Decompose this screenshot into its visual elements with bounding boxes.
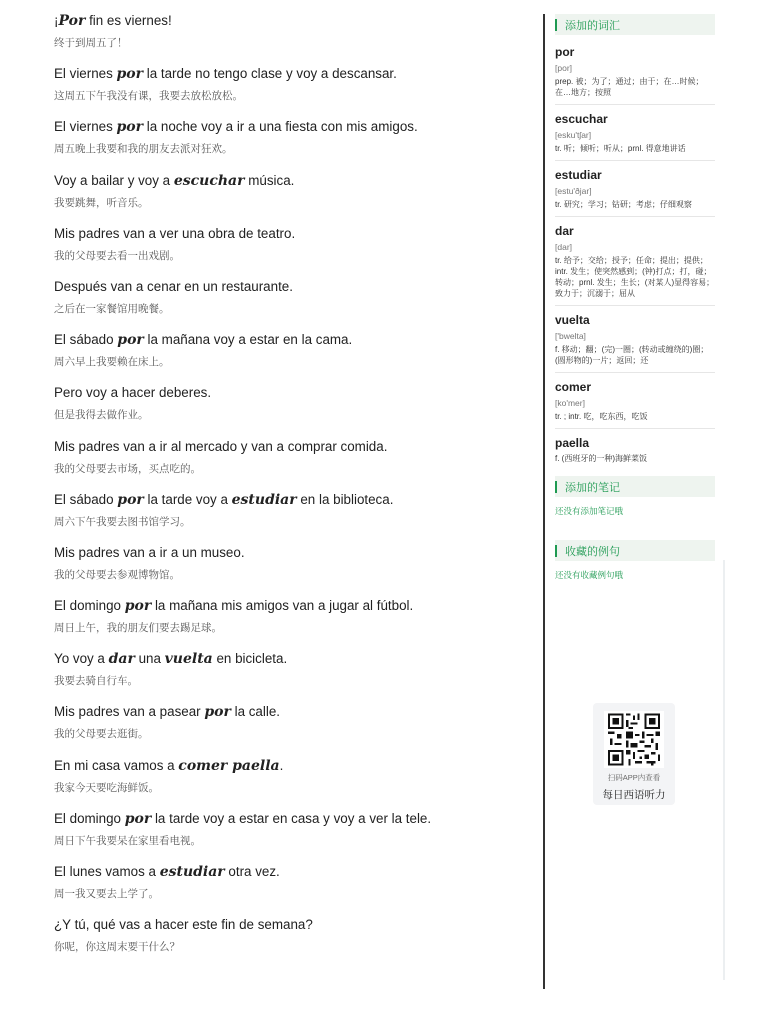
sentence-item[interactable] [54,384,534,437]
spanish-sentence[interactable]: Pero voy a hacer deberes. [54,385,212,401]
chinese-translation: 周一我又要去上学了。 [54,888,159,900]
sentence-item[interactable] [54,650,534,703]
keyword[interactable]: por [117,332,144,349]
spanish-sentence[interactable]: Mis padres van a ver una obra de teatro. [54,225,296,241]
vocab-definition: tr. ; intr. 吃，吃东西，吃饭 [555,412,648,421]
sentence-item[interactable] [54,810,534,863]
spanish-sentence[interactable]: El viernes por la tarde no tengo clase y voy a descansar. [54,66,397,83]
sentence-item[interactable] [54,172,534,225]
spanish-sentence[interactable]: En mi casa vamos a comer paella. [54,757,284,774]
section-marker [555,19,557,31]
chinese-translation: 周六下午我要去图书馆学习。 [54,515,191,528]
sentence-item[interactable] [54,118,534,171]
chinese-translation: 我要跳舞，听音乐。 [54,196,149,209]
examples-empty-text: 还没有收藏例句哦 [555,570,624,580]
sentence-list [54,12,534,969]
chinese-translation: 我家今天要吃海鲜饭。 [54,781,159,794]
notes-empty-text: 还没有添加笔记哦 [555,506,624,516]
chinese-translation: 我要去骑自行车。 [54,675,138,688]
examples-section-header [555,540,715,561]
spanish-sentence[interactable]: ¡Por fin es viernes! [54,13,172,29]
sentence-item[interactable] [54,438,534,491]
keyword[interactable]: por [116,119,144,136]
sentence-item[interactable] [54,703,534,756]
vocab-item[interactable] [555,429,715,470]
sidebar-scroll-edge [723,560,725,980]
vocab-phonetic: [estu'ðjar] [555,186,592,196]
keyword[interactable]: estudiar [231,491,297,508]
spanish-sentence[interactable]: Mis padres van a ir a un museo. [54,544,245,560]
keyword[interactable]: por [204,704,231,721]
vocab-list [555,38,715,470]
vocab-word: por [555,45,575,59]
chinese-translation: 终于到周五了！ [54,37,128,49]
vocab-item[interactable] [555,105,715,161]
sentence-item[interactable] [54,863,534,916]
spanish-sentence[interactable]: El viernes por la noche voy a ir a una fiesta con mis amigos. [54,119,418,136]
vocab-definition: prep. 被；为了；通过；由于；在…时候；在…地方；按照 [555,77,704,97]
sentence-item[interactable] [54,331,534,384]
column-divider [543,14,545,989]
chinese-translation: 这周五下午我没有课，我要去放松放松。 [54,90,243,103]
chinese-translation: 周六早上我要赖在床上。 [54,356,170,369]
chinese-translation: 我的父母要去逛街。 [54,728,149,741]
vocab-definition: f. 移动；翻；(完)一圈；(转动或缠绕的)圈；(圆形物的)一片；返回；还 [555,345,709,365]
keyword[interactable]: vuelta [164,651,213,668]
chinese-translation: 你呢，你这周末要干什么？ [54,941,180,954]
vocab-word: escuchar [555,112,608,126]
vocab-definition: tr. 听；倾听；听从；prnl. 得意地讲话 [555,144,686,153]
vocab-word: dar [555,224,574,238]
sentence-item[interactable] [54,597,534,650]
qr-caption: 扫码APP内查看 [607,773,661,782]
chinese-translation: 周日下午我要呆在家里看电视。 [54,834,201,847]
chinese-translation: 我的父母要去参观博物馆。 [54,568,180,581]
qr-code-icon[interactable] [604,711,664,768]
vocab-word: vuelta [555,313,590,327]
spanish-sentence[interactable]: Yo voy a dar una vuelta en bicicleta. [54,651,288,668]
vocab-item[interactable] [555,38,715,105]
keyword[interactable]: por [124,810,152,827]
spanish-sentence[interactable]: Mis padres van a ir al mercado y van a comprar comida. [54,438,388,454]
vocab-phonetic: [dar] [555,242,573,252]
chinese-translation: 之后在一家餐馆用晚餐。 [54,302,170,315]
qr-app-name: 每日西语听力 [602,789,666,801]
vocab-section-title: 添加的词汇 [565,19,620,32]
keyword[interactable]: comer paella [178,757,280,774]
section-marker [555,545,557,557]
chinese-translation: 周日上午，我的朋友们要去踢足球。 [54,622,222,635]
keyword[interactable]: por [117,491,144,508]
sentence-item[interactable] [54,916,534,969]
app-download-card[interactable] [593,703,675,805]
spanish-sentence[interactable]: Mis padres van a pasear por la calle. [54,704,280,721]
sentence-item[interactable] [54,757,534,810]
vocab-item[interactable] [555,217,715,306]
keyword[interactable]: dar [108,651,135,668]
spanish-sentence[interactable]: El domingo por la tarde voy a estar en casa y voy a ver la tele. [54,810,432,827]
sidebar [555,14,715,581]
chinese-translation: 但是我得去做作业。 [54,409,149,422]
keyword[interactable]: Por [58,13,86,29]
spanish-sentence[interactable]: El domingo por la mañana mis amigos van a jugar al fútbol. [54,598,414,615]
vocab-word: paella [555,436,590,450]
vocab-definition: tr. 研究；学习；钻研；考虑；仔细观察 [555,200,692,209]
chinese-translation: 我的父母要去市场，买点吃的。 [54,462,201,475]
vocab-item[interactable] [555,373,715,429]
vocab-phonetic: ['bwelta] [555,331,586,341]
section-marker [555,481,557,493]
vocab-definition: tr. 给予；交给；授予；任命；提出；提供；intr. 发生；使突然感到；(钟)打点；打，碰；转动；prnl. 发生；生长；(对某人)显得容易；致力于；沉溺于；屈从 [555,256,715,298]
vocab-phonetic: [ko'mer] [555,398,585,408]
sentence-item[interactable] [54,65,534,118]
sentence-item[interactable] [54,491,534,544]
sentence-item[interactable] [54,12,534,65]
spanish-sentence[interactable]: Voy a bailar y voy a escuchar música. [54,172,295,189]
keyword[interactable]: estudiar [159,864,225,880]
sentence-item[interactable] [54,544,534,597]
vocab-section-header [555,14,715,35]
spanish-sentence[interactable]: El sábado por la tarde voy a estudiar en la biblioteca. [54,491,394,508]
notes-section-title: 添加的笔记 [565,481,620,494]
vocab-word: comer [555,380,592,394]
vocab-item[interactable] [555,306,715,373]
keyword[interactable]: por [116,66,144,83]
notes-section-header [555,476,715,497]
spanish-sentence[interactable]: Después van a cenar en un restaurante. [54,278,293,294]
chinese-translation: 我的父母要去看一出戏剧。 [54,249,180,262]
keyword[interactable]: escuchar [173,172,245,189]
vocab-phonetic: [esku'tʃar] [555,130,592,140]
vocab-word: estudiar [555,168,602,182]
vocab-item[interactable] [555,161,715,217]
vocab-phonetic: [por] [555,63,573,73]
spanish-sentence[interactable]: ¿Y tú, qué vas a hacer este fin de semana? [54,917,313,933]
sentence-item[interactable] [54,278,534,331]
keyword[interactable]: por [124,598,152,615]
spanish-sentence[interactable]: El lunes vamos a estudiar otra vez. [54,864,280,880]
chinese-translation: 周五晚上我要和我的朋友去派对狂欢。 [54,143,233,156]
vocab-definition: f. (西班牙的一种)海鲜菜饭 [555,454,647,463]
spanish-sentence[interactable]: El sábado por la mañana voy a estar en la cama. [54,332,353,349]
sentence-item[interactable] [54,225,534,278]
examples-section-title: 收藏的例句 [565,545,620,558]
